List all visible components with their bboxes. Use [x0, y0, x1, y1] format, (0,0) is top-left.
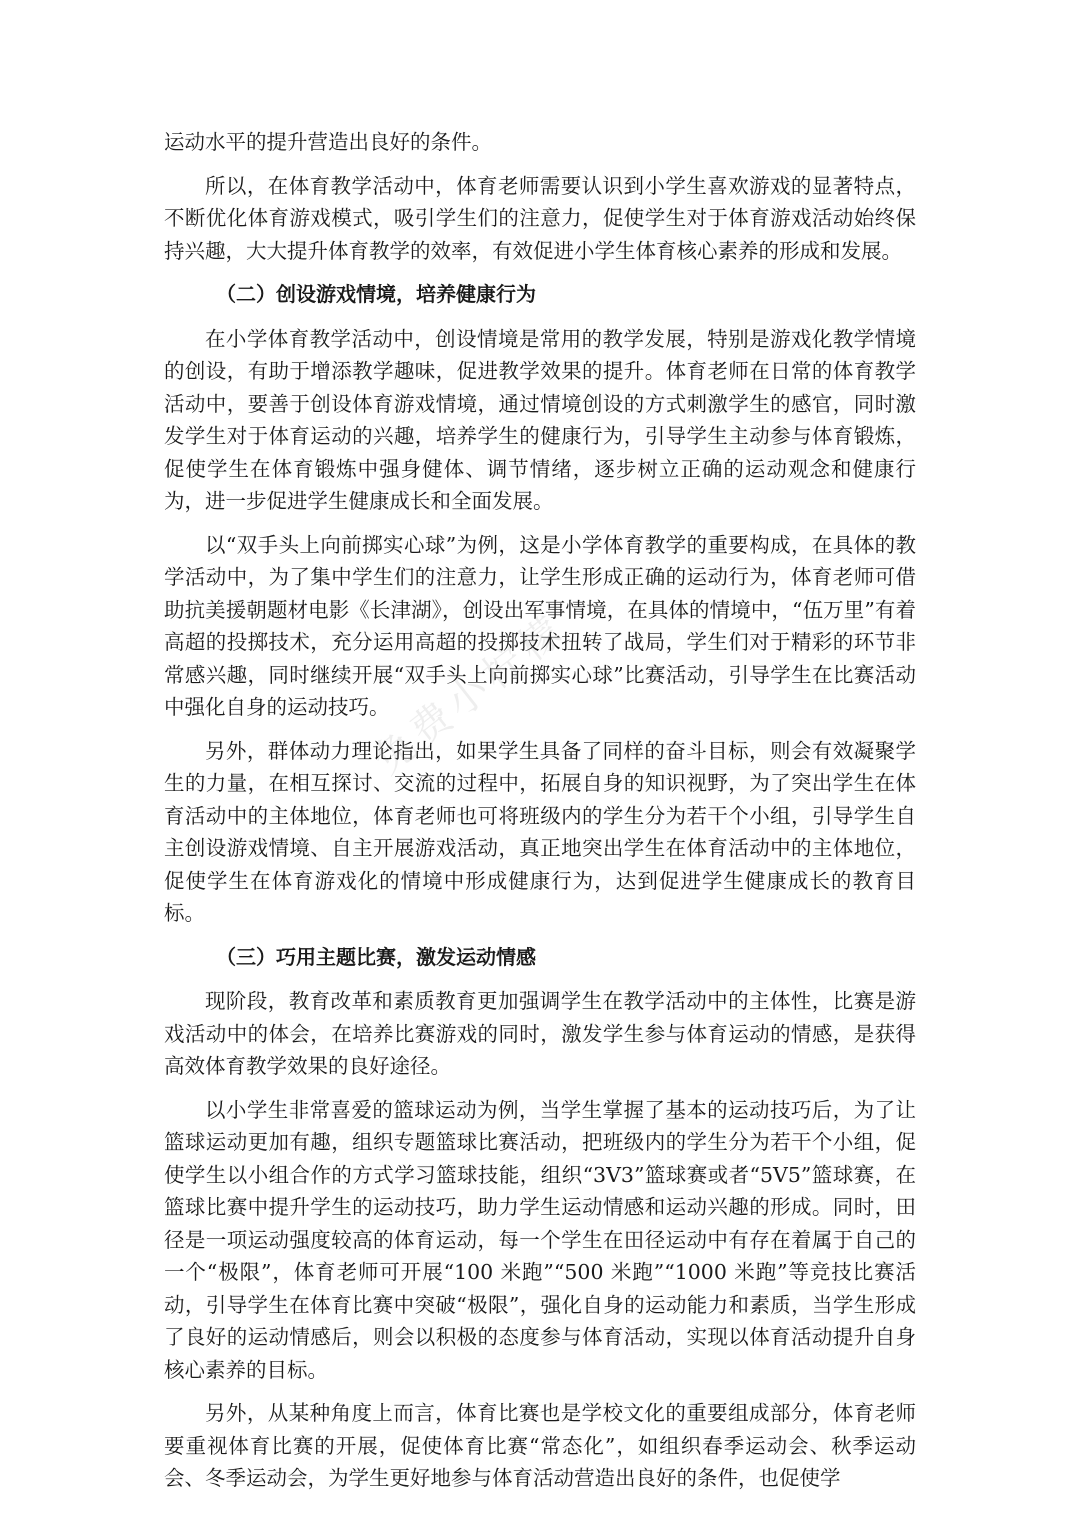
paragraph: 以小学生非常喜爱的篮球运动为例，当学生掌握了基本的运动技巧后，为了让篮球运动更加有趣，组织专题篮球比赛活动，把班级内的学生分为若干个小组，促使学生以小组合作的方式学习篮球技能，组织“3V3”篮球赛或者“5V5”篮球赛，在篮球比赛中提升学生的运动技巧，助力学生运动情感和运动兴趣的形成。同时，田径是一项运动强度较高的体育运动，每一个学生在田径运动中有存在着属于自己的一个“极限”，体育老师可开展“100 米跑”“500 米跑”“1000 米跑”等竞技比赛活动，引导学生在体育比赛中突破“极限”，强化自身的运动能力和素质，当学生形成了良好的运动情感后，则会以积极的态度参与体育活动，实现以体育活动提升自身核心素养的目标。: [164, 1097, 916, 1382]
section-heading: （三）巧用主题比赛，激发运动情感: [216, 944, 536, 969]
paragraph: 另外，从某种角度上而言，体育比赛也是学校文化的重要组成部分，体育老师要重视体育比赛的开展，促使体育比赛“常态化”，如组织春季运动会、秋季运动会、冬季运动会，为学生更好地参与体育活动营造出良好的条件，也促使学: [164, 1401, 916, 1490]
document-page: [164, 126, 916, 1506]
paragraph: 现阶段，教育改革和素质教育更加强调学生在教学活动中的主体性，比赛是游戏活动中的体会，在培养比赛游戏的同时，激发学生参与体育运动的情感，是获得高效体育教学效果的良好途径。: [164, 989, 916, 1078]
section-heading: （二）创设游戏情境，培养健康行为: [216, 282, 536, 306]
paragraph: 另外，群体动力理论指出，如果学生具备了同样的奋斗目标，则会有效凝聚学生的力量，在相互探讨、交流的过程中，拓展自身的知识视野，为了突出学生在体育活动中的主体地位，体育老师也可将班级内的学生分为若干个小组，引导学生自主创设游戏情境、自主开展游戏活动，真正地突出学生在体育活动中的主体地位，促使学生在体育游戏化的情境中形成健康行为，达到促进学生健康成长的教育目标。: [164, 738, 916, 925]
paragraph: 在小学体育教学活动中，创设情境是常用的教学发展，特别是游戏化教学情境的创设，有助于增添教学趣味，促进教学效果的提升。体育老师在日常的体育教学活动中，要善于创设体育游戏情境，通过情境创设的方式刺激学生的感官，同时激发学生对于体育运动的兴趣，培养学生的健康行为，引导学生主动参与体育锻炼，促使学生在体育锻炼中强身健体、调节情绪，逐步树立正确的运动观念和健康行为，进一步促进学生健康成长和全面发展。: [164, 326, 916, 513]
watermark: 免费小柠檬: [365, 605, 576, 784]
paragraph: 以“双手头上向前掷实心球”为例，这是小学体育教学的重要构成，在具体的教学活动中，为了集中学生们的注意力，让学生形成正确的运动行为，体育老师可借助抗美援朝题材电影《长津湖》，创设出军事情境，在具体的情境中，“伍万里”有着高超的投掷技术，充分运用高超的投掷技术扭转了战局，学生们对于精彩的环节非常感兴趣，同时继续开展“双手头上向前掷实心球”比赛活动，引导学生在比赛活动中强化自身的运动技巧。: [164, 532, 916, 719]
paragraph-continued: 运动水平的提升营造出良好的条件。: [164, 130, 492, 154]
paragraph: 所以，在体育教学活动中，体育老师需要认识到小学生喜欢游戏的显著特点，不断优化体育游戏模式，吸引学生们的注意力，促使学生对于体育游戏活动始终保持兴趣，大大提升体育教学的效率，有效促进小学生体育核心素养的形成和发展。: [164, 173, 916, 263]
